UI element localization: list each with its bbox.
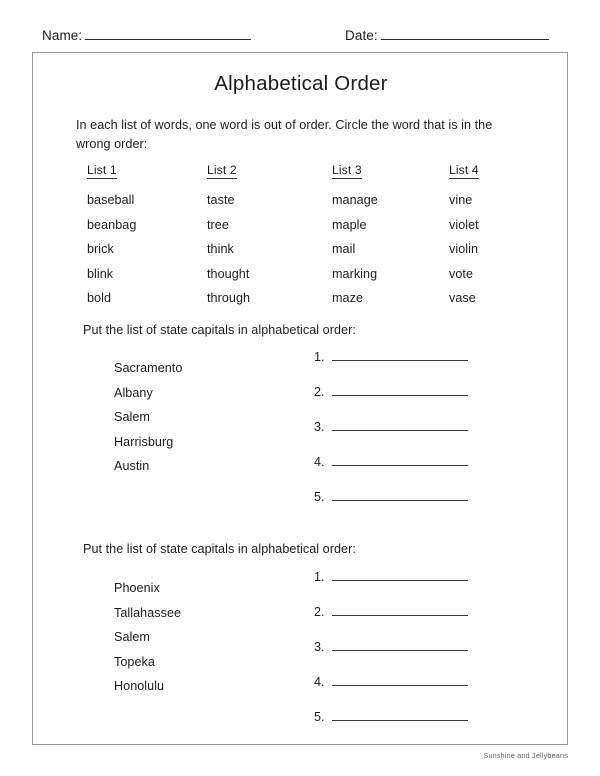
list-item: Tallahassee: [114, 605, 182, 620]
list-item: Albany: [114, 385, 153, 400]
answer-line[interactable]: [314, 709, 514, 744]
date-field[interactable]: [345, 27, 549, 43]
word-list-column-4: [449, 161, 479, 311]
section-3-answer-lines: [314, 569, 514, 744]
answer-line[interactable]: [314, 639, 514, 674]
answer-line[interactable]: [314, 674, 514, 709]
list-item: Topeka: [114, 654, 155, 669]
answer-write-line[interactable]: [332, 419, 468, 431]
footer-credit: Sunshine and Jellybeans: [483, 751, 568, 760]
word-item[interactable]: tree: [207, 217, 229, 232]
word-list-grid: [33, 161, 569, 305]
word-item[interactable]: think: [207, 242, 234, 256]
answer-line[interactable]: [314, 604, 514, 639]
answer-write-line[interactable]: [332, 639, 468, 651]
word-item[interactable]: blink: [87, 266, 114, 281]
column-heading-list-1: List 1: [87, 163, 117, 177]
list-item: Austin: [114, 459, 150, 473]
section-2-answer-lines: [314, 349, 514, 524]
word-item[interactable]: vase: [449, 291, 476, 305]
list-item: Honolulu: [114, 679, 165, 693]
word-item[interactable]: maze: [332, 291, 363, 305]
section-1-instruction: In each list of words, one word is out of order. Circle the word that is in the wrong order:: [76, 118, 493, 151]
answer-write-line[interactable]: [332, 349, 468, 361]
answer-write-line[interactable]: [332, 384, 468, 396]
answer-write-line[interactable]: [332, 454, 468, 466]
answer-number: 1.: [314, 570, 325, 584]
word-item[interactable]: vote: [449, 266, 474, 281]
column-heading-list-4: List 4: [449, 163, 479, 177]
word-item[interactable]: bold: [87, 291, 112, 305]
answer-number: 3.: [314, 420, 325, 434]
list-item: Sacramento: [114, 361, 183, 375]
word-item[interactable]: taste: [207, 193, 235, 207]
answer-write-line[interactable]: [332, 709, 468, 721]
answer-number: 1.: [314, 350, 325, 364]
word-list-column-2: [207, 161, 250, 311]
answer-number: 2.: [314, 605, 325, 619]
answer-number: 4.: [314, 675, 325, 689]
answer-number: 5.: [314, 710, 325, 724]
date-write-line[interactable]: [381, 27, 549, 40]
word-item[interactable]: brick: [87, 242, 114, 256]
section-3-capitals-list: [114, 576, 181, 699]
date-label: Date:: [345, 28, 378, 43]
answer-line[interactable]: [314, 384, 514, 419]
column-heading-list-3: List 3: [332, 163, 362, 177]
worksheet-border-box: [32, 52, 568, 745]
word-list-column-1: [87, 161, 136, 311]
section-2-exercise: [33, 349, 569, 529]
answer-number: 5.: [314, 490, 325, 504]
word-item[interactable]: marking: [332, 266, 378, 281]
word-item[interactable]: through: [207, 291, 251, 305]
answer-line[interactable]: [314, 349, 514, 384]
word-item[interactable]: mail: [332, 242, 356, 256]
section-2-capitals-list: [114, 356, 182, 479]
word-item[interactable]: vine: [449, 193, 473, 207]
page-title: Alphabetical Order: [214, 72, 388, 95]
name-field[interactable]: [42, 27, 251, 43]
word-item[interactable]: thought: [207, 266, 250, 281]
section-3-instruction: Put the list of state capitals in alphabetical order:: [83, 542, 356, 556]
word-item[interactable]: beanbag: [87, 217, 137, 232]
word-item[interactable]: baseball: [87, 193, 135, 207]
section-2-instruction: Put the list of state capitals in alphabetical order:: [83, 323, 356, 337]
list-item: Phoenix: [114, 581, 160, 595]
answer-line[interactable]: [314, 489, 514, 524]
word-item[interactable]: manage: [332, 193, 378, 207]
word-item[interactable]: maple: [332, 217, 367, 232]
answer-number: 3.: [314, 640, 325, 654]
list-item: Salem: [114, 410, 150, 424]
list-item: Harrisburg: [114, 434, 174, 449]
answer-write-line[interactable]: [332, 604, 468, 616]
answer-line[interactable]: [314, 419, 514, 454]
word-item[interactable]: violet: [449, 217, 479, 232]
name-write-line[interactable]: [85, 27, 251, 40]
answer-write-line[interactable]: [332, 674, 468, 686]
list-item: Salem: [114, 630, 150, 644]
word-list-column-3: [332, 161, 378, 311]
header-fields: [0, 27, 600, 49]
answer-write-line[interactable]: [332, 569, 468, 581]
name-label: Name:: [42, 28, 83, 43]
answer-line[interactable]: [314, 569, 514, 604]
word-item[interactable]: violin: [449, 242, 478, 256]
section-3-exercise: [33, 569, 569, 749]
answer-number: 2.: [314, 385, 325, 399]
answer-write-line[interactable]: [332, 489, 468, 501]
column-heading-list-2: List 2: [207, 163, 237, 177]
answer-line[interactable]: [314, 454, 514, 489]
answer-number: 4.: [314, 455, 325, 469]
